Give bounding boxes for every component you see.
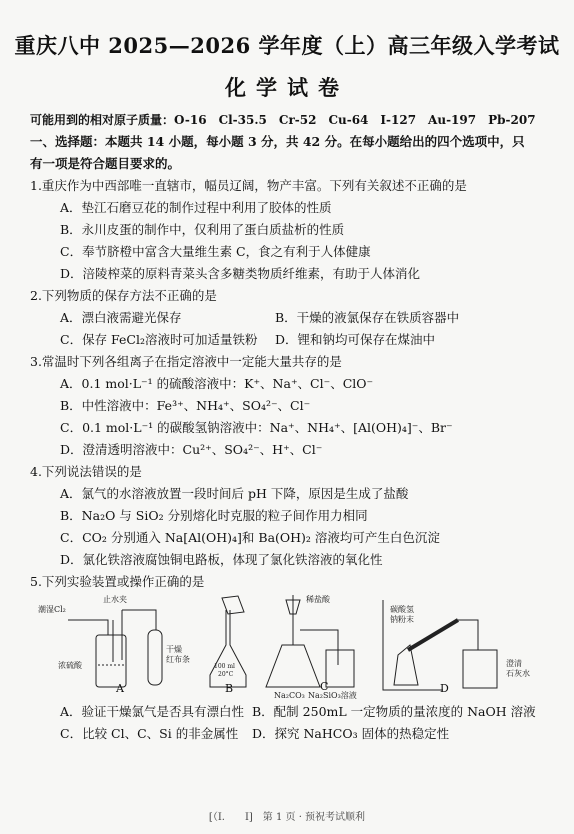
q4-stem: 4.下列说法错误的是 — [30, 464, 142, 479]
q1-option-d: D．涪陵榨菜的原料青菜头含多糖类物质纤维素，有助于人体消化 — [60, 266, 421, 281]
q2-option-d: D．锂和钠均可保存在煤油中 — [275, 332, 436, 347]
label-limewater-1: 澄清 — [506, 659, 522, 668]
label-na2co3: Na₂CO₃ — [274, 691, 305, 700]
q2-option-b: B．干燥的液氯保存在铁质容器中 — [275, 310, 460, 325]
figure-caption-c: C — [320, 680, 329, 693]
figure-caption-d: D — [440, 682, 449, 695]
label-dry-cloth-1: 干燥 — [166, 645, 182, 654]
q4-option-a: A．氯气的水溶液放置一段时间后 pH 下降，原因是生成了盐酸 — [60, 486, 409, 501]
exam-title: 重庆八中 2025—2026 学年度（上）高三年级入学考试 — [14, 33, 560, 58]
q4-option-d: D．氯化铁溶液腐蚀铜电路板，体现了氯化铁溶液的氧化性 — [60, 552, 383, 567]
q3-option-b: B．中性溶液中：Fe³⁺、NH₄⁺、SO₄²⁻、Cl⁻ — [60, 398, 311, 413]
q1-stem: 1.重庆作为中西部唯一直辖市，幅员辽阔，物产丰富。下列有关叙述不正确的是 — [30, 178, 467, 193]
figure-caption-a: A — [116, 682, 124, 695]
q4-option-c: C．CO₂ 分别通入 Na[Al(OH)₄]和 Ba(OH)₂ 溶液均可产生白色沉淀 — [60, 530, 440, 545]
apparatus-figure — [38, 590, 548, 710]
q5-option-b: B．配制 250mL 一定物质的量浓度的 NaOH 溶液 — [252, 704, 536, 719]
q3-option-d: D．澄清透明溶液中：Cu²⁺、SO₄²⁻、H⁺、Cl⁻ — [60, 442, 323, 457]
q1-option-a: A．垫江石磨豆花的制作过程中利用了胶体的性质 — [60, 200, 332, 215]
label-nahco3-1: 碳酸氢 — [390, 605, 414, 614]
figure-caption-b: B — [225, 682, 234, 695]
label-dilute-hcl: 稀盐酸 — [306, 595, 330, 604]
label-conc-acid: 浓硫酸 — [58, 661, 82, 670]
q2-option-a: A．漂白液需避光保存 — [60, 310, 182, 325]
q5-option-d: D．探究 NaHCO₃ 固体的热稳定性 — [252, 726, 450, 741]
label-dry-cloth-2: 红布条 — [166, 655, 190, 664]
label-wet-cl2: 潮湿Cl₂ — [38, 605, 66, 614]
exam-subtitle: 化学试卷 — [225, 75, 349, 100]
section-heading-line1: 一、选择题：本题共 14 小题，每小题 3 分，共 42 分。在每小题给出的四个选项中，只 — [30, 134, 525, 149]
q1-option-b: B．永川皮蛋的制作中，仅利用了蛋白质盐析的性质 — [60, 222, 345, 237]
q5-option-c: C．比较 Cl、C、Si 的非金属性 — [60, 726, 239, 741]
q3-option-c: C．0.1 mol·L⁻¹ 的碳酸氢钠溶液中：Na⁺、NH₄⁺、[Al(OH)₄]⁻、Br⁻ — [60, 420, 453, 435]
label-na2sio3: Na₂SiO₃溶液 — [308, 691, 357, 700]
q3-option-a: A．0.1 mol·L⁻¹ 的硫酸溶液中：K⁺、Na⁺、Cl⁻、ClO⁻ — [60, 376, 374, 391]
label-flask-temp: 20°C — [218, 671, 234, 678]
label-clamp: 止水夹 — [103, 595, 127, 604]
label-nahco3-2: 钠粉末 — [390, 615, 414, 624]
q3-stem: 3.常温时下列各组离子在指定溶液中一定能大量共存的是 — [30, 354, 342, 369]
q2-option-c: C．保存 FeCl₂溶液时可加适量铁粉 — [60, 332, 258, 347]
q5-option-a: A．验证干燥氯气是否具有漂白性 — [60, 704, 245, 719]
q4-option-b: B．Na₂O 与 SiO₂ 分别熔化时克服的粒子间作用力相同 — [60, 508, 368, 523]
label-limewater-2: 石灰水 — [506, 669, 530, 678]
q5-stem: 5.下列实验装置或操作正确的是 — [30, 574, 205, 589]
page-footer: [（I. I] 第 1 页 · 预祝考试顺利 — [208, 812, 366, 823]
q1-option-c: C．奉节脐橙中富含大量维生素 C，食之有利于人体健康 — [60, 244, 371, 259]
section-heading-line2: 有一项是符合题目要求的。 — [30, 156, 181, 171]
q2-stem: 2.下列物质的保存方法不正确的是 — [30, 288, 217, 303]
apparatus-drawing — [38, 590, 548, 700]
label-flask-vol: 100 ml — [214, 663, 235, 670]
atomic-masses: 可能用到的相对原子质量：O-16 Cl-35.5 Cr-52 Cu-64 I-127 Au-197 Pb-207 — [30, 113, 536, 127]
